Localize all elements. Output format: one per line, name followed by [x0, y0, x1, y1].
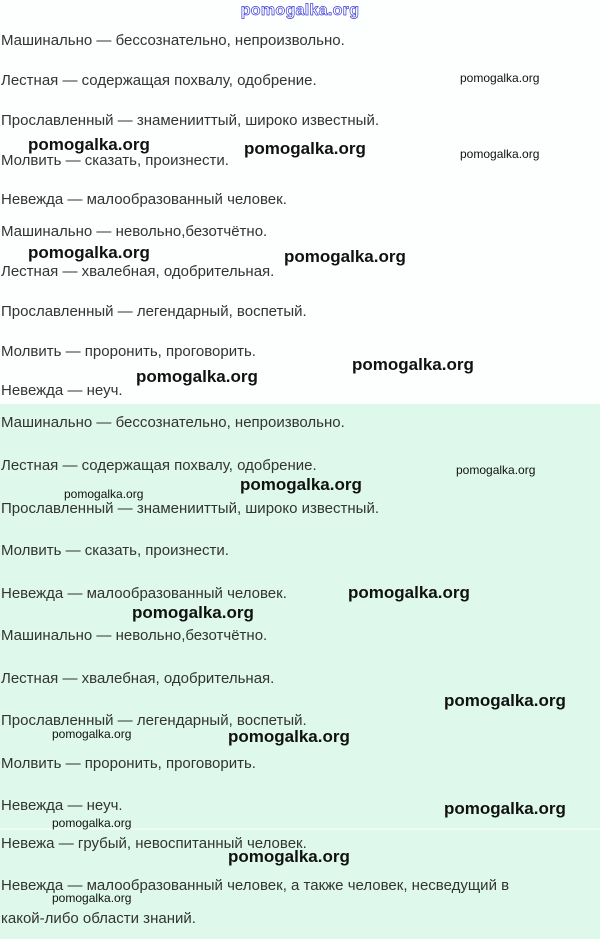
watermark: pomogalka.org: [456, 463, 536, 477]
watermark: pomogalka.org: [132, 603, 254, 622]
definition-line: какой-либо области знаний.: [1, 910, 196, 927]
watermark: pomogalka.org: [136, 367, 258, 386]
watermark: pomogalka.org: [28, 243, 150, 262]
definition-line: Невежда — неуч.: [1, 382, 123, 399]
definition-line: Молвить — проронить, проговорить.: [1, 343, 256, 360]
watermark: pomogalka.org: [240, 475, 362, 494]
definition-line: Машинально — бессознательно, непроизвольно.: [1, 32, 345, 49]
watermark: pomogalka.org: [284, 247, 406, 266]
definition-line: Молвить — сказать, произнести.: [1, 152, 229, 169]
definition-line: Машинально — невольно,безотчётно.: [1, 223, 268, 240]
definition-line: Невежда — неуч.: [1, 797, 123, 814]
definition-line: Лестная — содержащая похвалу, одобрение.: [1, 72, 317, 89]
watermark: pomogalka.org: [348, 583, 470, 602]
watermark: pomogalka.org: [444, 691, 566, 710]
watermark: pomogalka.org: [52, 727, 132, 741]
definition-line: Молвить — проронить, проговорить.: [1, 755, 256, 772]
watermark: pomogalka.org: [460, 147, 540, 161]
watermark: pomogalka.org: [52, 816, 132, 830]
watermark: pomogalka.org: [444, 799, 566, 818]
definition-line: Невежда — малообразованный человек.: [1, 191, 287, 208]
definition-line: Машинально — невольно,безотчётно.: [1, 627, 268, 644]
definition-line: Невежа — грубый, невоспитанный человек.: [1, 835, 307, 852]
watermark: pomogalka.org: [244, 139, 366, 158]
watermark: pomogalka.org: [352, 355, 474, 374]
header-watermark: pomogalka.org: [240, 2, 360, 19]
definition-line: Невежда — малообразованный человек, а также человек, несведущий в: [1, 877, 510, 894]
definition-line: Прославленный — знаменииттый, широко известный.: [1, 500, 379, 517]
definition-line: Прославленный — легендарный, воспетый.: [1, 303, 307, 320]
watermark: pomogalka.org: [64, 487, 144, 501]
definition-line: Лестная — хвалебная, одобрительная.: [1, 670, 275, 687]
watermark: pomogalka.org: [460, 71, 540, 85]
definition-line: Невежда — малообразованный человек.: [1, 585, 287, 602]
definition-line: Лестная — содержащая похвалу, одобрение.: [1, 457, 317, 474]
watermark: pomogalka.org: [52, 891, 132, 905]
watermark: pomogalka.org: [28, 135, 150, 154]
definition-line: Прославленный — знаменииттый, широко известный.: [1, 112, 379, 129]
watermark: pomogalka.org: [228, 727, 350, 746]
definition-line: Лестная — хвалебная, одобрительная.: [1, 263, 275, 280]
definition-line: Молвить — сказать, произнести.: [1, 542, 229, 559]
definition-line: Машинально — бессознательно, непроизвольно.: [1, 414, 345, 431]
watermark: pomogalka.org: [228, 847, 350, 866]
definition-line: Прославленный — легендарный, воспетый.: [1, 712, 307, 729]
